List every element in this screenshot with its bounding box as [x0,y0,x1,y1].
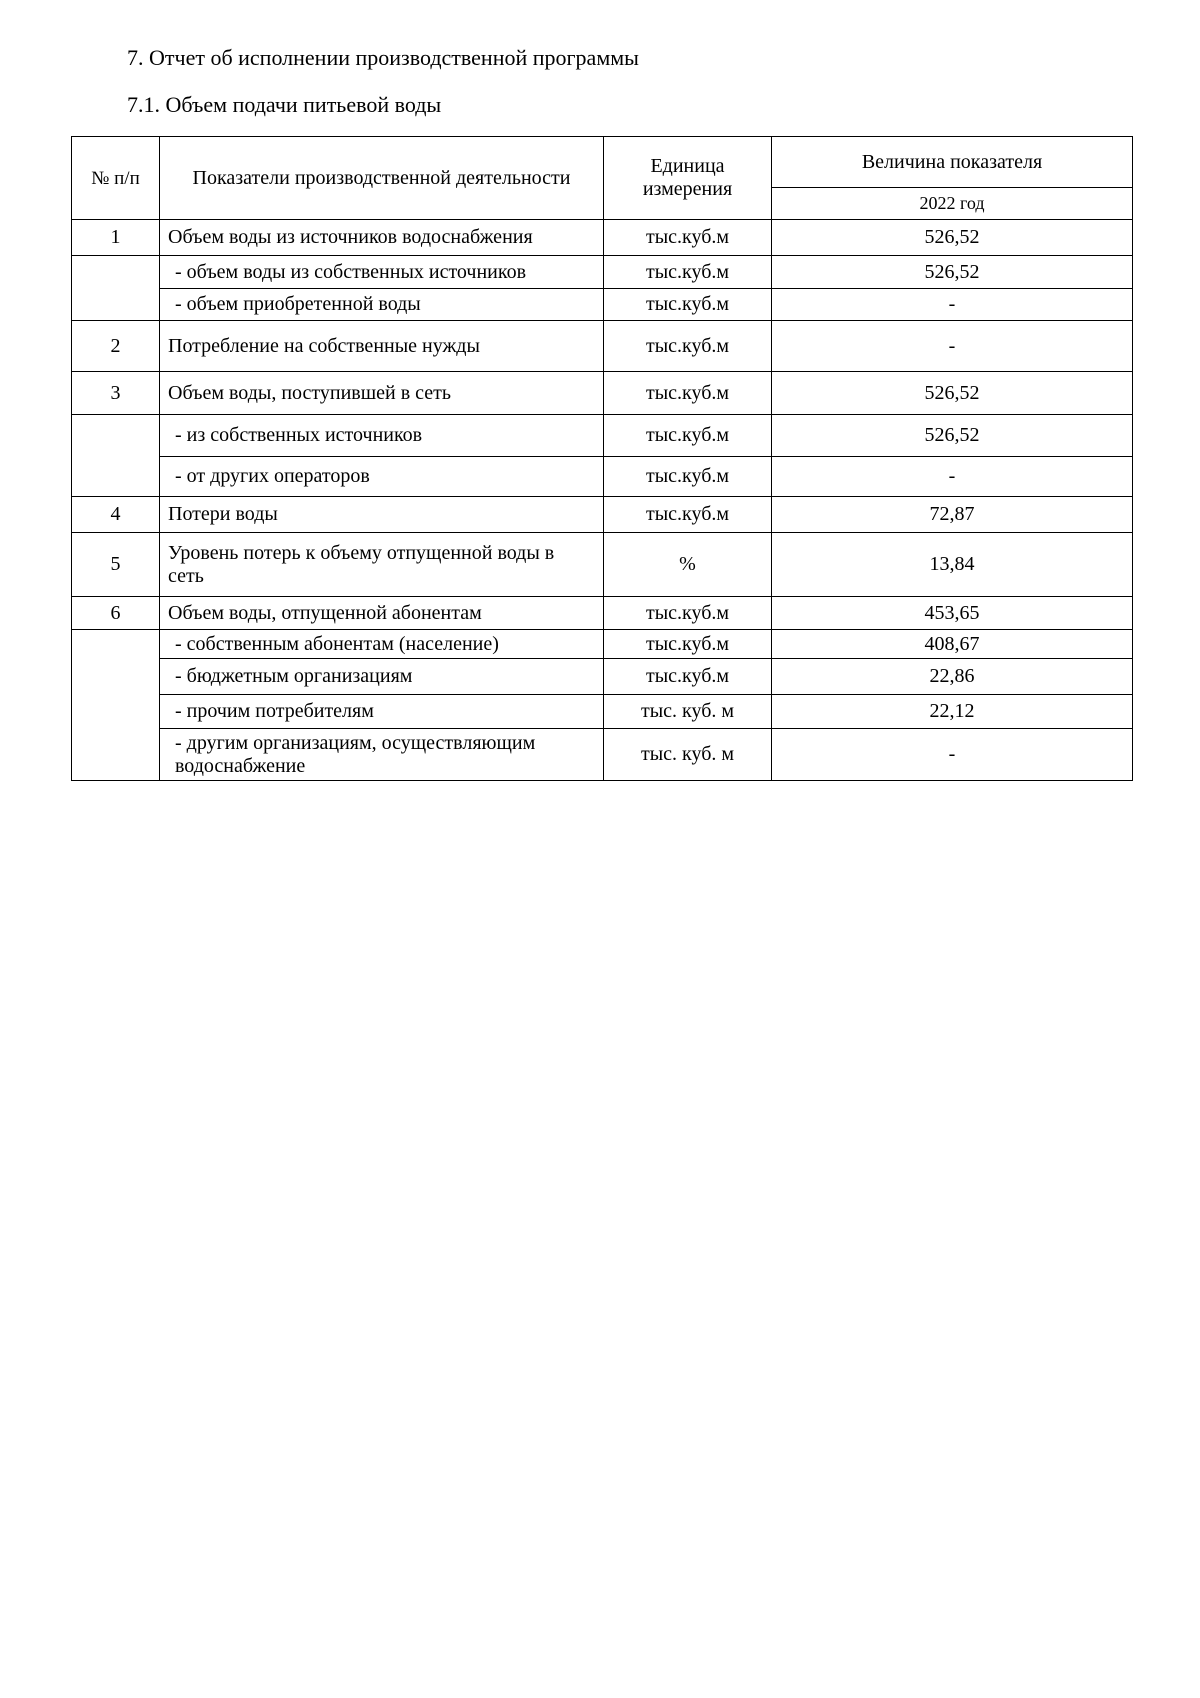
indicator-name: - объем приобретенной воды [160,289,604,321]
unit-cell: тыс.куб.м [604,321,772,372]
indicator-name: Объем воды, отпущенной абонентам [160,597,604,630]
value-cell: 13,84 [772,533,1133,597]
value-cell: 526,52 [772,372,1133,415]
value-cell: 526,52 [772,256,1133,289]
row-number: 6 [72,597,160,630]
row-number: 2 [72,321,160,372]
unit-cell: тыс.куб.м [604,372,772,415]
unit-cell: тыс.куб.м [604,457,772,497]
indicator-name: - объем воды из собственных источников [160,256,604,289]
subsection-title: 7.1. Объем подачи питьевой воды [127,92,442,117]
unit-cell: тыс.куб.м [604,415,772,457]
header-row-number: № п/п [72,137,160,220]
row-number [72,630,160,781]
unit-cell: тыс.куб.м [604,659,772,695]
indicator-name: - прочим потребителям [160,695,604,729]
indicator-name: Потери воды [160,497,604,533]
indicator-name: - другим организациям, осуществляющим водоснабжение [160,729,604,781]
table-row [72,533,1133,597]
indicator-name: - из собственных источников [160,415,604,457]
indicator-name: Объем воды из источников водоснабжения [160,220,604,256]
table-row [72,372,1133,415]
row-number [72,256,160,321]
unit-cell: тыс.куб.м [604,220,772,256]
value-cell: 22,86 [772,659,1133,695]
unit-cell: тыс.куб.м [604,289,772,321]
unit-cell: тыс.куб.м [604,497,772,533]
table-row [72,497,1133,533]
table-row [72,256,1133,289]
value-cell: 526,52 [772,220,1133,256]
unit-cell: тыс.куб.м [604,597,772,630]
value-cell: 408,67 [772,630,1133,659]
row-number: 1 [72,220,160,256]
table-row [72,289,1133,321]
unit-cell: тыс.куб.м [604,256,772,289]
value-cell: - [772,321,1133,372]
header-year: 2022 год [772,188,1133,220]
table-row [72,695,1133,729]
unit-cell: тыс. куб. м [604,695,772,729]
table-row [72,457,1133,497]
table-row [72,321,1133,372]
value-cell: - [772,729,1133,781]
indicator-name: - от других операторов [160,457,604,497]
header-value: Величина показателя [772,137,1133,188]
unit-cell: тыс.куб.м [604,630,772,659]
value-cell: 526,52 [772,415,1133,457]
value-cell: - [772,289,1133,321]
indicator-name: Уровень потерь к объему отпущенной воды в сеть [160,533,604,597]
value-cell: 453,65 [772,597,1133,630]
table-row [72,729,1133,781]
table-row [72,630,1133,659]
indicator-name: - бюджетным организациям [160,659,604,695]
value-cell: 72,87 [772,497,1133,533]
indicator-name: Объем воды, поступившей в сеть [160,372,604,415]
row-number [72,415,160,497]
row-number: 3 [72,372,160,415]
header-unit: Единица измерения [604,137,772,220]
unit-cell: тыс. куб. м [604,729,772,781]
indicator-name: - собственным абонентам (население) [160,630,604,659]
table-row [72,220,1133,256]
unit-cell: % [604,533,772,597]
row-number: 5 [72,533,160,597]
table-row [72,415,1133,457]
value-cell: 22,12 [772,695,1133,729]
water-supply-table [71,136,1133,781]
header-indicator: Показатели производственной деятельности [160,137,604,220]
row-number: 4 [72,497,160,533]
section-title: 7. Отчет об исполнении производственной программы [127,45,639,70]
indicator-name: Потребление на собственные нужды [160,321,604,372]
value-cell: - [772,457,1133,497]
table-row [72,659,1133,695]
table-row [72,597,1133,630]
